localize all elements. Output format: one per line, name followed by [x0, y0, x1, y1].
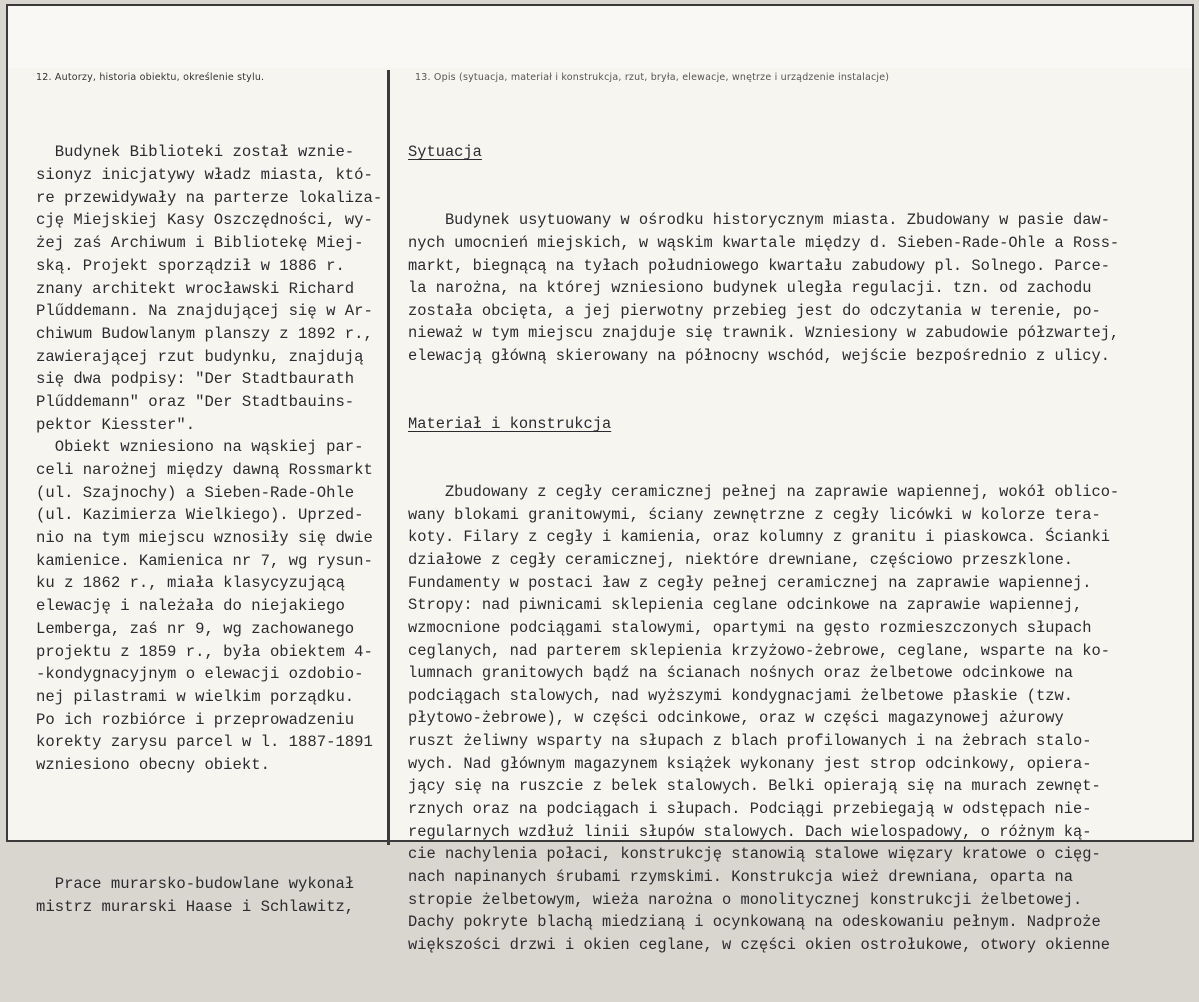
column-divider	[387, 70, 390, 845]
text-line: płytowo-żebrowe), w części odcinkowe, oraz w części magazynowej ażurowy	[408, 709, 1064, 728]
text-line: regularnych wzdłuż linii słupów stalowych. Dach wielospadowy, o różnym ką-	[408, 822, 1092, 841]
text-line: żej zaś Archiwum i Bibliotekę Miej-	[36, 234, 364, 253]
text-line: re przewidywały na parterze lokaliza-	[36, 188, 383, 207]
text-line: podciągach stalowych, nad wyższymi kondygnacjami żelbetowe płaskie (tzw.	[408, 686, 1073, 705]
text-line: (ul. Szajnochy) a Sieben-Rade-Ohle	[36, 483, 355, 502]
text-line: się dwa podpisy: "Der Stadtbaurath	[36, 370, 355, 389]
text-line: markt, biegnącą na tyłach południowego kwartału zabudowy pl. Solnego. Parce-	[408, 256, 1110, 275]
text-line: nych umocnień miejskich, w wąskim kwartale między d. Sieben-Rade-Ohle a Ross-	[408, 233, 1120, 252]
text-line: ruszt żeliwny wsparty na słupach z blach profilowanych i na żebrach stalo-	[408, 732, 1092, 751]
text-line: Budynek usytuowany w ośrodku historycznym miasta. Zbudowany w pasie daw-	[408, 211, 1110, 230]
text-line: Stropy: nad piwnicami sklepienia ceglane odcinkowe na zaprawie wapiennej,	[408, 596, 1083, 615]
text-line: wany blokami granitowymi, ściany zewnętrzne z cegły licówki w kolorze tera-	[408, 505, 1101, 524]
text-line: zawierającej rzut budynku, znajdują	[36, 347, 364, 366]
text-line: (ul. Kazimierza Wielkiego). Uprzed-	[36, 506, 364, 525]
text-line: korekty zarysu parcel w l. 1887-1891	[36, 733, 373, 752]
text-line: projektu z 1859 r., była obiektem 4-	[36, 642, 373, 661]
text-line: nej pilastrami w wielkim porządku.	[36, 687, 355, 706]
top-margin	[8, 6, 1192, 68]
text-line: została obcięta, a jej pierwotny przebieg jest do odczytania w terenie, po-	[408, 301, 1101, 320]
text-line: Obiekt wzniesiono na wąskiej par-	[36, 438, 364, 457]
text-line: znany architekt wrocławski Richard	[36, 279, 355, 298]
right-column-header: 13. Opis (sytuacja, materiał i konstrukcja, rzut, bryła, elewacje, wnętrze i urządzenie instalacje)	[415, 72, 890, 83]
text-line: wych. Nad głównym magazynem książek wykonany jest strop odcinkowy, opiera-	[408, 754, 1092, 773]
text-line: Plűddemann. Na znajdującej się w Ar-	[36, 302, 373, 321]
text-line: Po ich rozbiórce i przeprowadzeniu	[36, 710, 355, 729]
text-line: chiwum Budowlanym planszy z 1892 r.,	[36, 324, 373, 343]
text-line: sionyz inicjatywy władz miasta, któ-	[36, 166, 373, 185]
text-line: wzniesiono obecny obiekt.	[36, 755, 270, 774]
text-line: działowe z cegły ceramicznej, niektóre drewniane, częściowo przeszklone.	[408, 550, 1073, 569]
section-heading-sytuacja: Sytuacja	[408, 143, 482, 162]
text-line: cję Miejskiej Kasy Oszczędności, wy-	[36, 211, 373, 230]
text-line: cie nachylenia połaci, konstrukcję stanowią stalowe więzary kratowe o cięg-	[408, 845, 1101, 864]
text-line: mistrz murarski Haase i Schlawitz,	[36, 898, 355, 917]
section-material-body	[408, 481, 1188, 956]
text-line: celi narożnej między dawną Rossmarkt	[36, 461, 373, 480]
text-line: elewację i należała do niejakiego	[36, 597, 345, 616]
text-line: elewacją główną skierowany na północny wschód, wejście bezpośrednio z ulicy.	[408, 347, 1110, 366]
text-line: rznych oraz na podciągach i słupach. Podciągi przebiegają w odstępach nie-	[408, 799, 1092, 818]
text-line: ku z 1862 r., miała klasycyzującą	[36, 574, 345, 593]
left-column-header: 12. Autorzy, historia obiektu, określenie stylu.	[36, 72, 265, 83]
text-line: la narożna, na której wzniesiono budynek uległa regulacji. tzn. od zachodu	[408, 279, 1092, 298]
text-line: Dachy pokryte blachą miedzianą i ocynkowaną na odeskowaniu pełnym. Nadproże	[408, 913, 1101, 932]
text-line: ską. Projekt sporządził w 1886 r.	[36, 256, 345, 275]
text-line: pektor Kiesster".	[36, 415, 196, 434]
text-line: stropie żelbetowym, wieża narożna o monolitycznej konstrukcji żelbetowej.	[408, 890, 1083, 909]
text-line: nach napinanych śrubami rzymskimi. Konstrukcja wież drewniana, oparta na	[408, 867, 1073, 886]
document-page	[6, 4, 1194, 954]
text-line: kamienice. Kamienica nr 7, wg rysun-	[36, 551, 373, 570]
text-line: jący się na ruszcie z belek stalowych. Belki opierają się na murach zewnęt-	[408, 777, 1101, 796]
text-line: koty. Filary z cegły i kamienia, oraz kolumny z granitu i piaskowca. Ścianki	[408, 528, 1110, 547]
left-column-paragraphs	[36, 141, 381, 776]
section-heading-material: Materiał i konstrukcja	[408, 415, 612, 434]
text-line: Prace murarsko-budowlane wykonał	[36, 875, 355, 894]
text-line: Lemberga, zaś nr 9, wg zachowanego	[36, 619, 355, 638]
text-line: nieważ w tym miejscu znajduje się trawnik. Wzniesiony w zabudowie półzwartej,	[408, 324, 1120, 343]
text-line: większości drzwi i okien ceglane, w części okien ostrołukowe, otwory okienne	[408, 935, 1110, 954]
text-line: lumnach granitowych bądź na ścianach nośnych oraz żelbetowe odcinkowe na	[408, 664, 1073, 683]
left-column-text	[36, 96, 381, 964]
paragraph-gap	[36, 822, 381, 828]
right-column-text	[408, 96, 1188, 1002]
text-line: Fundamenty w postaci ław z cegły pełnej ceramicznej na zaprawie wapiennej.	[408, 573, 1092, 592]
text-line: Budynek Biblioteki został wznie-	[36, 143, 355, 162]
section-sytuacja-body	[408, 209, 1188, 367]
text-line: ceglanych, nad parterem sklepienia krzyżowo-żebrowe, ceglane, wsparte na ko-	[408, 641, 1110, 660]
text-line: nio na tym miejscu wznosiły się dwie	[36, 529, 373, 548]
text-line: Plűddemann" oraz "Der Stadtbauins-	[36, 392, 355, 411]
text-line: Zbudowany z cegły ceramicznej pełnej na zaprawie wapiennej, wokół oblico-	[408, 483, 1120, 502]
left-column-paragraphs-continued	[36, 873, 381, 918]
text-line: wzmocnione podciągami stalowymi, opartymi na gęsto rozmieszczonych słupach	[408, 618, 1092, 637]
text-line: -kondygnacyjnym o elewacji ozdobio-	[36, 665, 364, 684]
